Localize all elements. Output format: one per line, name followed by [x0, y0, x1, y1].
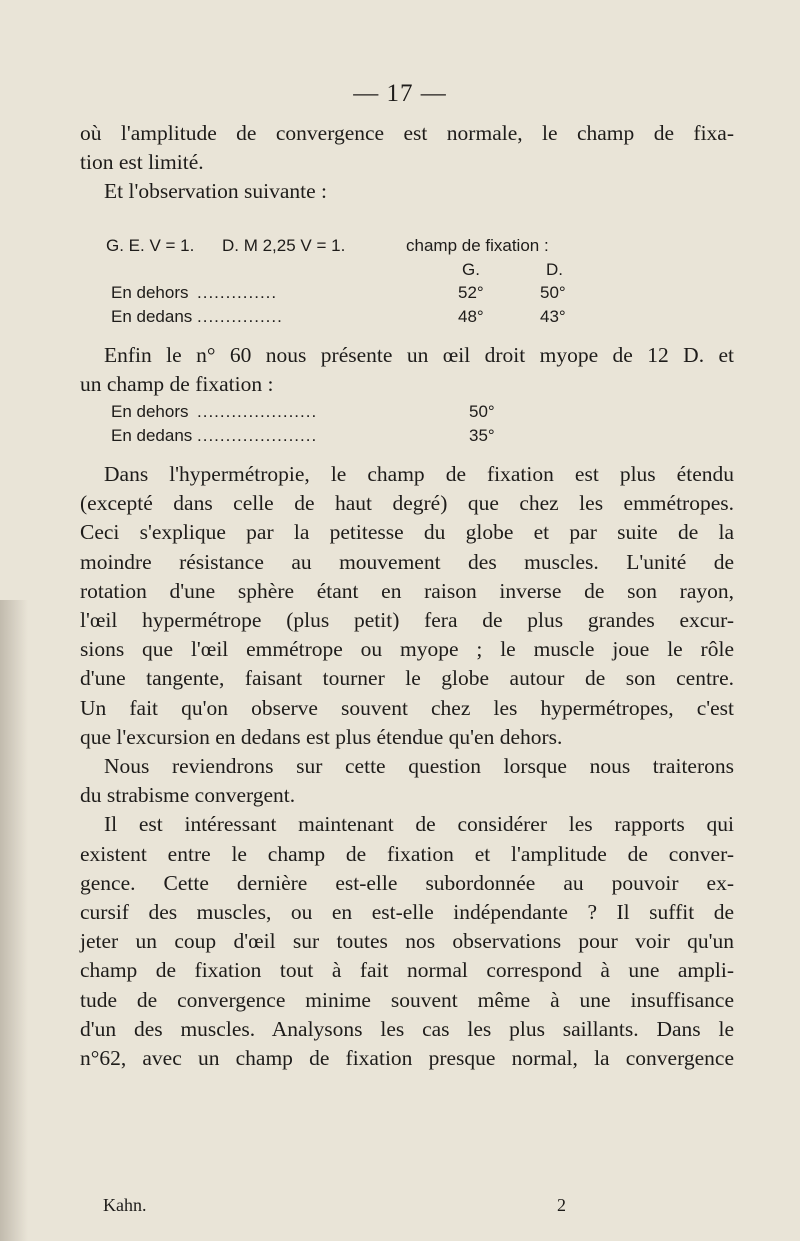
page-edge-shadow — [0, 600, 28, 1241]
text-line: Enfin le n° 60 nous présente un œil droit myope de 12 D. et — [104, 343, 734, 367]
row-label: En dehors — [111, 283, 189, 302]
text-line: Et l'observation suivante : — [104, 179, 328, 204]
paragraph-1 — [80, 119, 734, 207]
column-d: D. — [546, 260, 563, 279]
text-line: d'une tangente, faisant tourner le globe autour de son centre. — [80, 666, 734, 691]
value: 50° — [469, 402, 495, 421]
row-label: En dehors — [111, 402, 189, 421]
text-line: du strabisme convergent. — [80, 783, 296, 808]
text-line: cursif des muscles, ou en est-elle indépendante ? Il suffit de — [80, 900, 734, 925]
text-line: Nous reviendrons sur cette question lorsque nous traiterons — [104, 754, 734, 779]
text-line: Ceci s'explique par la petitesse du globe et par suite de la — [80, 520, 734, 545]
text-line: champ de fixation tout à fait normal correspond à une ampli- — [80, 958, 734, 983]
leader-dots: ..................... — [197, 402, 318, 421]
value: 35° — [469, 426, 495, 445]
champ-label: champ de fixation : — [406, 236, 549, 255]
patient-label-ge: G. E. V = 1. — [106, 236, 195, 255]
text-line: existent entre le champ de fixation et l'amplitude de conver- — [80, 841, 734, 866]
paragraph-3 — [80, 341, 734, 399]
leader-dots: ..................... — [197, 426, 318, 445]
text-line: un champ de fixation : — [80, 372, 274, 397]
paragraph-4 — [80, 460, 734, 1073]
text-line: d'un des muscles. Analysons les cas les plus saillants. Dans le — [80, 1016, 734, 1041]
text-line: où l'amplitude de convergence est normale, le champ de fixa- — [80, 121, 734, 145]
value-d: 50° — [540, 283, 566, 302]
text-line: tude de convergence minime souvent même à une insuffisance — [80, 987, 734, 1012]
text-line: Dans l'hypermétropie, le champ de fixation est plus étendu — [104, 462, 734, 486]
text-line: n°62, avec un champ de fixation presque normal, la convergence — [80, 1046, 734, 1071]
column-g: G. — [462, 260, 480, 279]
text-line: Un fait qu'on observe souvent chez les hypermétropes, c'est — [80, 695, 734, 720]
text-line: jeter un coup d'œil sur toutes nos observations pour voir qu'un — [80, 929, 734, 954]
text-line: moindre résistance au mouvement des muscles. L'unité de — [80, 549, 734, 574]
row-label: En dedans — [111, 426, 193, 445]
page-number: — 17 — — [353, 80, 447, 107]
text-line: que l'excursion en dedans est plus étendue qu'en dehors. — [80, 724, 563, 749]
text-line: (excepté dans celle de haut degré) que chez les emmétropes. — [80, 491, 734, 516]
text-line: sions que l'œil emmétrope ou myope ; le muscle joue le rôle — [80, 637, 734, 662]
footer-signature-mark: 2 — [557, 1195, 566, 1215]
text-line: l'œil hypermétrope (plus petit) fera de plus grandes excur- — [80, 608, 734, 633]
value-g: 52° — [458, 283, 484, 302]
text-line: tion est limité. — [80, 150, 204, 175]
leader-dots: .............. — [197, 283, 278, 302]
row-label: En dedans — [111, 307, 193, 326]
patient-label-d: D. M 2,25 V = 1. — [222, 236, 346, 255]
footer-author: Kahn. — [103, 1195, 147, 1215]
leader-dots: ............... — [197, 307, 283, 326]
text-line: rotation d'une sphère étant en raison inverse de son rayon, — [80, 578, 734, 603]
value-d: 43° — [540, 307, 566, 326]
value-g: 48° — [458, 307, 484, 326]
text-line: gence. Cette dernière est-elle subordonnée au pouvoir ex- — [80, 870, 734, 895]
text-line: Il est intéressant maintenant de considérer les rapports qui — [104, 812, 734, 837]
